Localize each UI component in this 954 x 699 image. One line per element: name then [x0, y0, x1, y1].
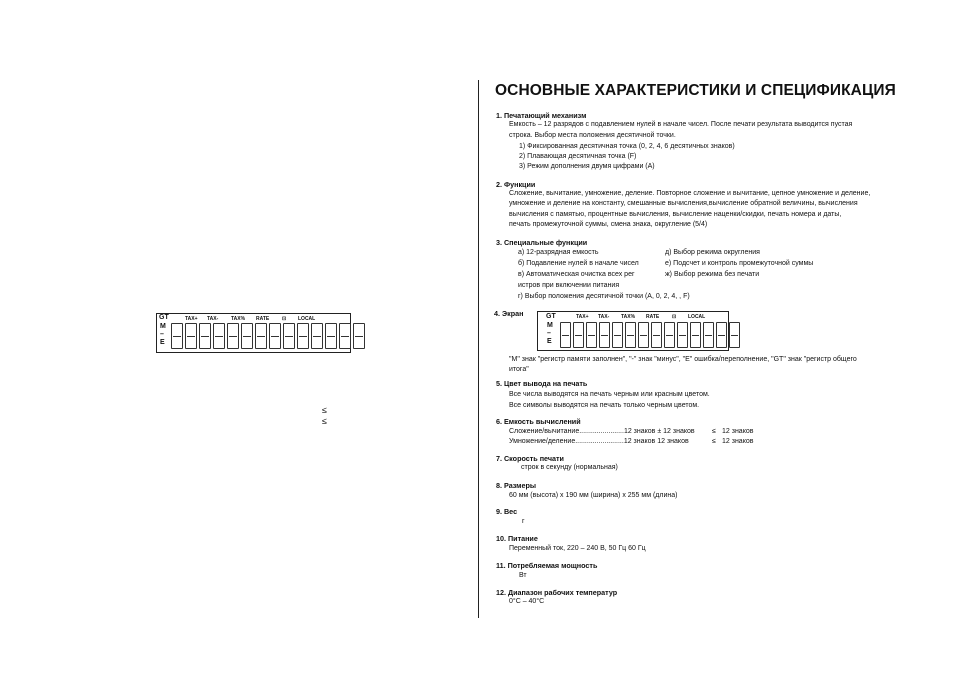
- lcd-digit: [185, 323, 197, 349]
- section-3-left-item: а) 12-разрядная емкость: [518, 249, 599, 256]
- section-10-heading: 10. Питание: [496, 534, 538, 543]
- section-5-line: Все числа выводятся на печать черным или красным цветом.: [509, 391, 710, 398]
- section-3-right-item: е) Подсчет и контроль промежуточной суммы: [665, 260, 814, 267]
- lcd-indicator-rate: RATE: [256, 316, 270, 322]
- lcd-indicator-tax-plus: TAX+: [185, 316, 198, 322]
- lcd-digit: [339, 323, 351, 349]
- section-2-line: вычисления с памятью, процентные вычисления, вычисление наценки/скидки, печать номера и даты,: [509, 211, 842, 218]
- section-4-line: итога": [509, 366, 529, 373]
- section-1-line: 3) Режим дополнения двумя цифрами (A): [519, 163, 655, 170]
- section-9-heading: 9. Вес: [496, 507, 518, 516]
- section-9-line: г: [522, 518, 525, 525]
- lcd-mark-minus: –: [160, 331, 164, 338]
- page-title: ОСНОВНЫЕ ХАРАКТЕРИСТИКИ И СПЕЦИФИКАЦИЯ: [495, 82, 896, 99]
- lcd-digit: [297, 323, 309, 349]
- lcd-digit: [664, 322, 675, 348]
- left-lcd-display: [156, 313, 351, 353]
- lcd-digit: [729, 322, 740, 348]
- section-1-line: 2) Плавающая десятичная точка (F): [519, 153, 637, 160]
- section-2-heading: 2. Функции: [496, 180, 536, 189]
- lcd-digit: [227, 323, 239, 349]
- lcd-digit: [703, 322, 714, 348]
- section-3-right-item: ж) Выбор режима без печати: [665, 271, 760, 278]
- lcd-digit: [716, 322, 727, 348]
- lcd-digit: [651, 322, 662, 348]
- section-3-left-item: б) Подавление нулей в начале чисел: [518, 260, 639, 267]
- lcd-digit: [638, 322, 649, 348]
- lcd-digit: [255, 323, 267, 349]
- lcd-indicator-tax-minus: TAX-: [207, 316, 219, 322]
- section-12-heading: 12. Диапазон рабочих температур: [496, 588, 618, 597]
- section-3-heading: 3. Специальные функции: [496, 238, 588, 247]
- section-3-left-item: истров при включении питания: [518, 282, 620, 289]
- lcd-digit: [625, 322, 636, 348]
- section-6-row-end: 12 знаков: [722, 438, 754, 445]
- section-2-line: Сложение, вычитание, умножение, деление. Повторное сложение и вычитание, цепное умножение и деление,: [509, 190, 871, 197]
- section-1-line: Емкость – 12 разрядов с подавлением нулей в начале чисел. После печати результата выводится пустая: [509, 121, 853, 128]
- lcd-indicator-tax-plus: TAX+: [576, 314, 589, 320]
- section-11-line: Вт: [519, 572, 527, 579]
- section-3-right-item: д) Выбор режима округления: [665, 249, 760, 256]
- section-4-line: "M" знак "регистр памяти заполнен", "-" знак "минус", "E" ошибка/переполнение, "GT" знак "регистр общего: [509, 356, 857, 363]
- lcd-indicator-rate: RATE: [646, 314, 660, 320]
- section-2-line: печать промежуточной суммы, смена знака, округление (5/4): [509, 221, 708, 228]
- lcd-mark-m: M: [160, 323, 166, 330]
- lcd-digit: [213, 323, 225, 349]
- lcd-digit: [690, 322, 701, 348]
- section-6-row-mark: ≤: [712, 428, 716, 435]
- lcd-digit: [241, 323, 253, 349]
- lcd-digit: [269, 323, 281, 349]
- lcd-digit: [586, 322, 597, 348]
- section-7-heading: 7. Скорость печати: [496, 454, 564, 463]
- section-3-left-item: г) Выбор положения десятичной точки (A, 0, 2, 4, , F): [518, 293, 690, 300]
- section-8-line: 60 мм (высота) x 190 мм (ширина) x 255 мм (длина): [509, 492, 678, 499]
- lcd-digit: [612, 322, 623, 348]
- lcd-indicator-local: LOCAL: [688, 314, 706, 320]
- lcd-mark-e: E: [160, 339, 165, 346]
- lcd-digit: [311, 323, 323, 349]
- section-6-row-mark: ≤: [712, 438, 716, 445]
- lcd-digit: [573, 322, 584, 348]
- section-6-row-label: Сложение/вычитание.......................12 знаков ± 12 знаков: [509, 428, 695, 435]
- less-equal-symbol: ≤: [322, 416, 327, 426]
- section-11-heading: 11. Потребляемая мощность: [496, 561, 598, 570]
- lcd-indicator-tax-percent: TAX%: [231, 316, 246, 322]
- section-8-heading: 8. Размеры: [496, 481, 537, 490]
- lcd-digit-row: [560, 322, 742, 348]
- section-1-heading: 1. Печатающий механизм: [496, 111, 587, 120]
- section-12-line: 0°C – 40°C: [509, 598, 545, 605]
- section-6-heading: 6. Емкость вычислений: [496, 417, 581, 426]
- section-7-line: строк в секунду (нормальная): [521, 464, 618, 471]
- section-6-row-label: Умножение/деление.........................12 знаков 12 знаков: [509, 438, 689, 445]
- section-5-heading: 5. Цвет вывода на печать: [496, 379, 588, 388]
- lcd-digit: [677, 322, 688, 348]
- lcd-indicator-box-icon: ⊡: [672, 314, 677, 320]
- lcd-indicator-local: LOCAL: [298, 316, 316, 322]
- section-5-line: Все символы выводятся на печать только черным цветом.: [509, 402, 700, 409]
- lcd-indicator-box-icon: ⊡: [282, 316, 287, 322]
- section-10-line: Переменный ток, 220 – 240 В, 50 Гц 60 Гц: [509, 545, 646, 552]
- section-6-row-end: 12 знаков: [722, 428, 754, 435]
- section-4-heading: 4. Экран: [494, 309, 524, 318]
- lcd-digit: [599, 322, 610, 348]
- lcd-mark-e: E: [547, 338, 552, 345]
- section-1-line: строка. Выбор места положения десятичной точки.: [509, 132, 676, 139]
- lcd-digit-row: [171, 323, 367, 349]
- lcd-digit: [283, 323, 295, 349]
- page-fold-line: [478, 80, 479, 618]
- lcd-digit: [325, 323, 337, 349]
- lcd-mark-m: M: [547, 322, 553, 329]
- lcd-mark-minus: –: [547, 330, 551, 337]
- section-2-line: умножение и деление на константу, смешанные вычисления,вычисление обратной величины, вычисления: [509, 200, 858, 207]
- less-equal-symbol: ≤: [322, 405, 327, 415]
- section-3-left-item: в) Автоматическая очистка всех рег: [518, 271, 635, 278]
- lcd-indicator-gt: GT: [546, 313, 556, 320]
- lcd-indicator-tax-percent: TAX%: [621, 314, 636, 320]
- section-1-line: 1) Фиксированная десятичная точка (0, 2, 4, 6 десятичных знаков): [519, 143, 735, 150]
- lcd-digit: [560, 322, 571, 348]
- lcd-digit: [353, 323, 365, 349]
- lcd-digit: [171, 323, 183, 349]
- right-lcd-display: [537, 311, 729, 351]
- lcd-indicator-tax-minus: TAX-: [598, 314, 610, 320]
- lcd-indicator-gt: GT: [159, 314, 169, 321]
- lcd-digit: [199, 323, 211, 349]
